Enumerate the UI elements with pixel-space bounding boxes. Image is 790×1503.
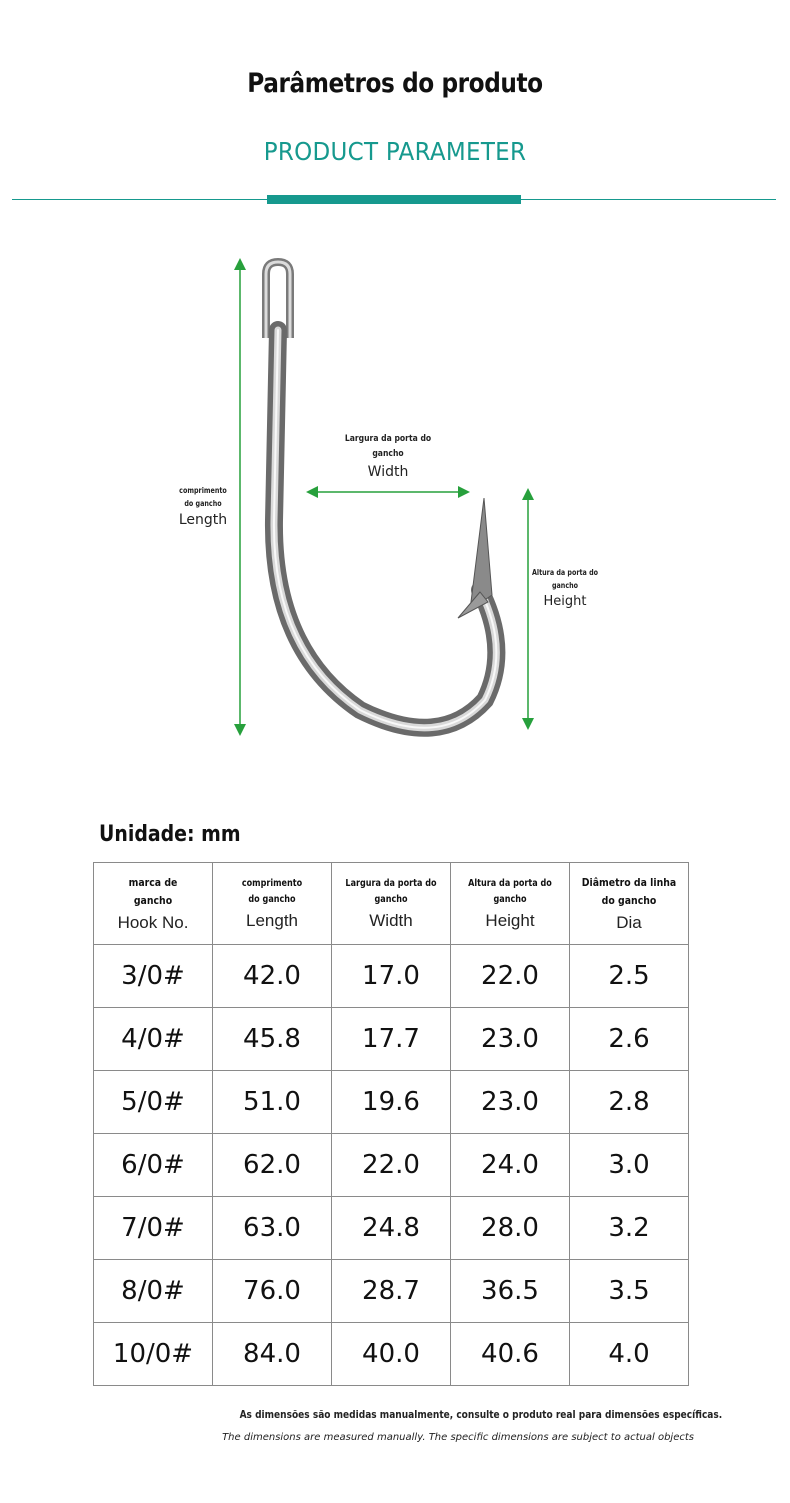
table-header-row [94,863,689,945]
cell-width: 17.0 [332,945,451,1008]
unit-label: Unidade: mm [99,822,241,847]
table-row [94,945,689,1008]
cell-hook-no: 4/0# [94,1008,213,1071]
table-row [94,1071,689,1134]
cell-height: 24.0 [451,1134,570,1197]
cell-hook-no: 5/0# [94,1071,213,1134]
cell-dia: 2.8 [570,1071,689,1134]
cell-length: 63.0 [213,1197,332,1260]
hook-diagram [0,230,790,750]
cell-dia: 2.5 [570,945,689,1008]
cell-length: 42.0 [213,945,332,1008]
header-accent-bar [267,195,521,204]
table-row [94,1197,689,1260]
cell-length: 51.0 [213,1071,332,1134]
height-label: Altura da porta do gancho Height [531,568,599,609]
cell-length: 62.0 [213,1134,332,1197]
cell-height: 28.0 [451,1197,570,1260]
cell-dia: 3.5 [570,1260,689,1323]
cell-hook-no: 3/0# [94,945,213,1008]
cell-dia: 3.0 [570,1134,689,1197]
cell-hook-no: 7/0# [94,1197,213,1260]
cell-width: 17.7 [332,1008,451,1071]
header-width: Largura da porta do gancho Width [332,863,451,945]
cell-hook-no: 10/0# [94,1323,213,1386]
header-length: comprimento do gancho Length [213,863,332,945]
hook-body [274,330,496,728]
page-title: Parâmetros do produto [247,68,543,99]
cell-width: 24.8 [332,1197,451,1260]
header-hook-no: marca de gancho Hook No. [94,863,213,945]
table-row [94,1008,689,1071]
width-label: Largura da porta do gancho Width [344,434,432,480]
cell-width: 22.0 [332,1134,451,1197]
cell-dia: 4.0 [570,1323,689,1386]
header-height: Altura da porta do gancho Height [451,863,570,945]
cell-height: 22.0 [451,945,570,1008]
cell-hook-no: 8/0# [94,1260,213,1323]
cell-width: 28.7 [332,1260,451,1323]
cell-length: 84.0 [213,1323,332,1386]
cell-width: 19.6 [332,1071,451,1134]
footnote-en: The dimensions are measured manually. The specific dimensions are subject to actual objects [222,1432,694,1443]
length-label: comprimento do gancho Length [178,486,228,528]
cell-height: 23.0 [451,1071,570,1134]
table-row [94,1260,689,1323]
cell-hook-no: 6/0# [94,1134,213,1197]
cell-width: 40.0 [332,1323,451,1386]
page-subtitle: PRODUCT PARAMETER [263,137,527,166]
table-row [94,1323,689,1386]
cell-dia: 3.2 [570,1197,689,1260]
footnote-pt: As dimensões são medidas manualmente, consulte o produto real para dimensões específicas. [239,1409,722,1421]
cell-dia: 2.6 [570,1008,689,1071]
hook-point [458,498,492,618]
header-dia: Diâmetro da linha do gancho Dia [570,863,689,945]
cell-height: 36.5 [451,1260,570,1323]
cell-height: 40.6 [451,1323,570,1386]
cell-length: 76.0 [213,1260,332,1323]
cell-length: 45.8 [213,1008,332,1071]
parameter-table [93,862,689,1386]
cell-height: 23.0 [451,1008,570,1071]
table-row [94,1134,689,1197]
